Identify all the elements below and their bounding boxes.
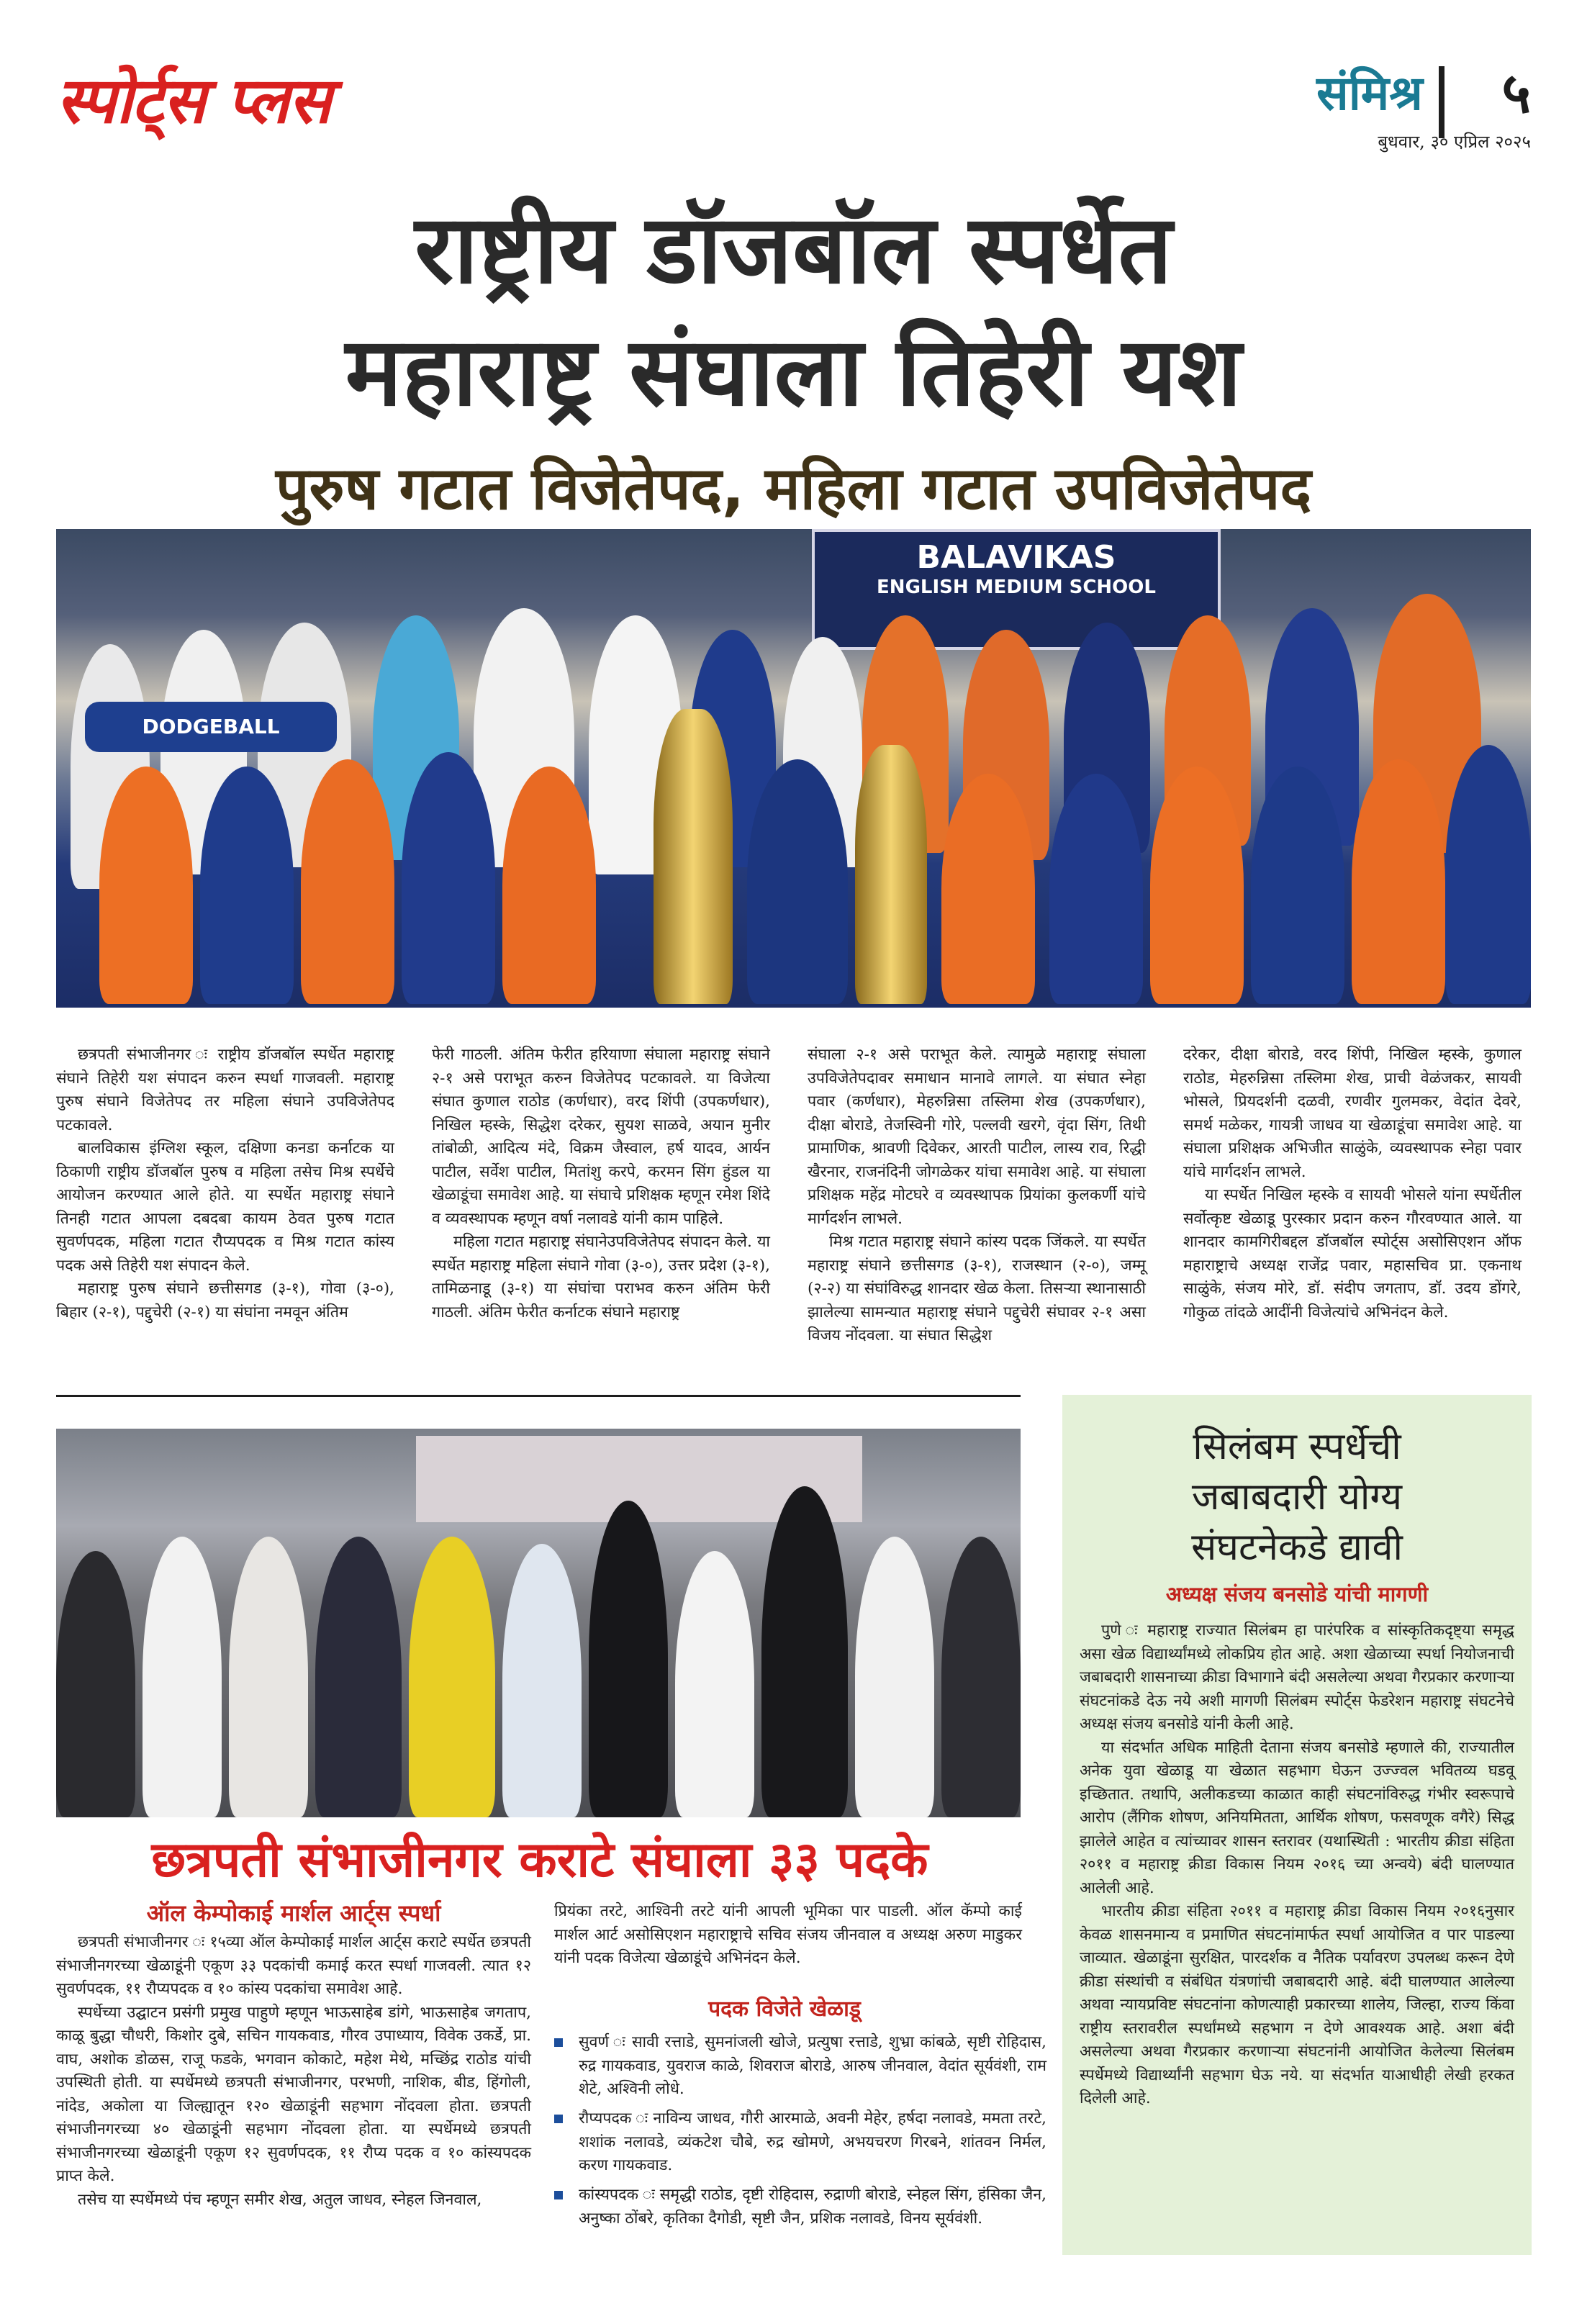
person-figure	[589, 1501, 668, 1817]
person-figure	[1251, 767, 1344, 1004]
silambam-title-line: सिलंबम स्पर्धेची	[1193, 1425, 1401, 1468]
person-figure	[1352, 759, 1445, 1004]
bullet-icon	[554, 2115, 563, 2123]
winners-gold	[554, 2031, 1046, 2102]
person-figure	[229, 1537, 308, 1817]
winners-silver	[554, 2107, 1046, 2178]
person-figure	[1049, 774, 1143, 1004]
winners-gold-text: सुवर्ण ः सावी रत्ताडे, सुमनांजली खोजे, प्रत्युषा रत्ताडे, शुभ्रा कांबळे, सृष्टी रोहिदास, रुद्र गायकवाड, युवराज काळे, शिवराज बोराडे, आरुष जीनवाल, वेदांत सूर्यवंशी, राम शेटे, अश्विनी लोधे.	[579, 2033, 1046, 2098]
masthead-right	[1229, 58, 1531, 152]
bullet-icon	[554, 2038, 563, 2047]
paragraph: फेरी गाठली. अंतिम फेरीत हरियाणा संघाला महाराष्ट्र संघाने २-१ असे पराभूत करुन विजेतेपद पटकावले. या विजेत्या संघात कुणाल राठोड (कर्णधार), वरद शिंपी (उपकर्णधार), निखिल म्हस्के, सिद्धेश दरेकर, सुयश साळवे, अयान मुनीर तांबोळी, आदित्य मंदे, विक्रम जैस्वाल, हर्ष यादव, आर्यन पाटील, सर्वेश पाटील, मितांशु करपे, करमन सिंग हुंडल या खेळाडूंचा समावेश आहे. या संघाचे प्रशिक्षक म्हणून रमेश शिंदे व व्यवस्थापक म्हणून वर्षा नलावडे यांनी काम पाहिले.	[432, 1046, 770, 1228]
silambam-title-line: संघटनेकडे द्यावी	[1191, 1526, 1403, 1569]
person-figure	[99, 767, 193, 1004]
lead-article-col-1	[56, 1044, 394, 1324]
dodgeball-placard: DODGEBALL	[85, 702, 337, 752]
winners-silver-text: रौप्यपदक ः नाविन्य जाधव, गौरी आरमाळे, अवनी मेहेर, हर्षदा नलावडे, ममता तरटे, शशांक नलावडे, व्यंकटेश चौबे, रुद्र खोमणे, अभयचरण गिरबने, शांतवन निर्मल, करण गायकवाड.	[579, 2110, 1046, 2174]
person-figure	[143, 1537, 222, 1817]
paragraph: स्पर्धेच्या उद्घाटन प्रसंगी प्रमुख पाहुणे म्हणून भाऊसाहेब डांगे, भाऊसाहेब जगताप, काळू बुद्धा चौधरी, किशोर दुबे, सचिन गायकवाड, गौरव उपाध्याय, विवेक उकर्डे, प्रा. वाघ, अशोक डोळस, राजू फडके, भगवान कोकाटे, महेश मेथे, मच्छिंद्र राठोड यांची उपस्थिती होती. या स्पर्धेमध्ये छत्रपती संभाजीनगर, परभणी, नाशिक, बीड, हिंगोली, नांदेड, अकोला या जिल्ह्यातून १२० खेळाडूंनी सहभाग नोंदवला होता. छत्रपती संभाजीनगरच्या ४० खेळाडूंनी सहभाग नोंदवला होता. या स्पर्धेमध्ये छत्रपती संभाजीनगरच्या खेळाडूंनी एकूण १२ सुवर्णपदक, ११ रौप्य पदक व १० कांस्यपदक प्राप्त केले.	[56, 2003, 531, 2185]
person-figure	[200, 767, 294, 1004]
issue-date: बुधवार, ३० एप्रिल २०२५	[1378, 132, 1531, 152]
paragraph: छत्रपती संभाजीनगर ः राष्ट्रीय डॉजबॉल स्पर्धेत महाराष्ट्र संघाने तिहेरी यश संपादन करुन स्पर्धा गाजवली. महाराष्ट्र पुरुष संघाने विजेतेपद तर महिला संघाने उपविजेतेपद पटकावले.	[56, 1046, 394, 1134]
paragraph: महिला गटात महाराष्ट्र संघानेउपविजेतेपद संपादन केले. या स्पर्धेत महाराष्ट्र महिला संघाने गोवा (३-०), उत्तर प्रदेश (३-१), तामिळनाडू (३-१) या संघांचा पराभव करुन अंतिम फेरी गाठली. अंतिम फेरीत कर्नाटक संघाने महाराष्ट्र	[432, 1233, 770, 1321]
page-number: ५	[1501, 61, 1531, 126]
paragraph: या स्पर्धेत निखिल म्हस्के व सायवी भोसले यांना स्पर्धेतील सर्वोत्कृष्ट खेळाडू पुरस्कार प्रदान करुन गौरवण्यात आले. या शानदार कामगिरीबद्दल डॉजबॉल स्पोर्ट्स असोसिएशन ऑफ महाराष्ट्राचे अध्यक्ष राजेंद्र पवार, महासचिव प्रा. एकनाथ साळुंके, संजय मोरे, डॉ. संदीप जगताप, डॉ. उदय डोंगरे, गोकुळ तांदळे आदींनी विजेत्यांचे अभिनंदन केले.	[1183, 1186, 1522, 1321]
silambam-article	[1080, 1619, 1514, 2111]
school-banner	[812, 529, 1221, 650]
paragraph: मिश्र गटात महाराष्ट्र संघाने कांस्य पदक जिंकले. या स्पर्धेत महाराष्ट्र संघाने छत्तीसगड (३-१), राजस्थान (२-०), जम्मू (२-२) या संघांविरुद्ध शानदार खेळ केला. तिसऱ्या स्थानासाठी झालेल्या सामन्यात महाराष्ट्र संघाने पद्दुचेरी संघावर २-१ असा विजय नोंदवला. या संघात सिद्धेश	[808, 1233, 1146, 1344]
bullet-icon	[554, 2191, 563, 2199]
person-figure	[502, 1544, 582, 1817]
team-photo	[56, 529, 1531, 1008]
paragraph: या संदर्भात अधिक माहिती देताना संजय बनसोडे म्हणाले की, राज्यातील अनेक युवा खेळाडू या खेळात सहभाग घेऊन उज्ज्वल भवितव्य घडवू इच्छितात. तथापि, अलीकडच्या काळात काही संघटनांविरुद्ध गंभीर स्वरूपाचे आरोप (लैंगिक शोषण, अनियमितता, आर्थिक शोषण, फसवणूक वगैरे) सिद्ध झालेले आहेत व त्यांच्यावर शासन स्तरावर (यथास्थिती : भारतीय क्रीडा संहिता २०११ व महाराष्ट्र क्रीडा विकास नियम २०१६ च्या अन्वये) बंदी घालण्यात आलेली आहे.	[1080, 1738, 1514, 1897]
paragraph: प्रियंका तरटे, आश्विनी तरटे यांनी आपली भूमिका पार पाडली. ऑल कॅम्पो काई मार्शल आर्ट असोसिएशन महाराष्ट्राचे सचिव संजय जीनवाल व अध्यक्ष अरुण माडुकर यांनी पदक विजेत्या खेळाडूंचे अभिनंदन केले.	[554, 1902, 1022, 1967]
silambam-title-line: जबाबदारी योग्य	[1191, 1475, 1403, 1519]
lead-article-col-4	[1183, 1044, 1522, 1324]
karate-photo	[56, 1429, 1021, 1817]
trophy-icon	[654, 709, 733, 1004]
banner-subtitle: ENGLISH MEDIUM SCHOOL	[877, 577, 1156, 598]
paragraph: बालविकास इंग्लिश स्कूल, दक्षिणा कनडा कर्नाटक या ठिकाणी राष्ट्रीय डॉजबॉल पुरुष व महिला तसेच मिश्र स्पर्धेचे आयोजन करण्यात आले होते. या स्पर्धेत महाराष्ट्र संघाने तिनही गटात आपला दबदबा कायम ठेवत पुरुष गटात सुवर्णपदक, महिला गटात रौप्यपदक व मिश्र गटात कांस्य पदक असे तिहेरी यश संपादन केले.	[56, 1139, 394, 1275]
winners-bronze-text: कांस्यपदक ः समृद्धी राठोड, दृष्टी रोहिदास, रुद्राणी बोराडे, स्नेहल सिंग, हंसिका जैन, अनुष्का ठोंबरे, कृतिका दैगोडी, सृष्टी जैन, प्रशिक नलावडे, विनय सूर्यवंशी.	[579, 2186, 1046, 2228]
paragraph: भारतीय क्रीडा संहिता २०११ व महाराष्ट्र क्रीडा विकास नियम २०१६नुसार केवळ शासनमान्य व प्रमाणित संघटनांमार्फत स्पर्धा आयोजित व पार पाडल्या जाव्यात. खेळाडूंना सुरक्षित, पारदर्शक व नैतिक पर्यावरण उपलब्ध करून देणे क्रीडा संस्थांची व संबंधित यंत्रणांची जबाबदारी आहे. बंदी घालण्यात आलेल्या अथवा न्यायप्रविष्ट संघटनांना कोणत्याही प्रकारच्या शालेय, जिल्हा, राज्य किंवा राष्ट्रीय स्तरावरील स्पर्धांमध्ये सहभाग न देणे आवश्यक आहे. अशा बंदी असलेल्या अथवा गैरप्रकार करणाऱ्या संघटनांनी आयोजित केलेल्या सिलंबम स्पर्धेमध्ये विद्यार्थ्यांनी सहभाग घेऊ नये. या संदर्भात याआधीही लेखी हरकत दिलेली आहे.	[1080, 1902, 1514, 2107]
paragraph: छत्रपती संभाजीनगर ः १५व्या ऑल केम्पोकाई मार्शल आर्ट्स कराटे स्पर्धेत छत्रपती संभाजीनगरच्या खेळाडूंनी एकूण ३३ पदकांची कमाई करत स्पर्धा गाजवली. त्यात १२ सुवर्णपदक, ११ रौप्यपदक व १० कांस्य पदकांचा समावेश आहे.	[56, 1933, 531, 1998]
brand-name: संमिश्र	[1316, 65, 1423, 121]
person-figure	[1150, 767, 1244, 1004]
person-figure	[855, 1537, 934, 1817]
paragraph: दरेकर, दीक्षा बोराडे, वरद शिंपी, निखिल म्हस्के, कुणाल राठोड, मेहरुन्निसा तस्लिमा शेख, प्राची वेळंजकर, सायवी भोसले, प्रियदर्शनी दळवी, रणवीर गुलमकर, वेदांत देवरे, समर्थ मळेकर, गायत्री जाधव या खेळाडूंचा समावेश आहे. या संघाला प्रशिक्षक अभिजीत साळुंके, व्यवस्थापक स्नेहा पवार यांचे मार्गदर्शन लाभले.	[1183, 1046, 1522, 1181]
brand-divider	[1439, 66, 1444, 138]
trophy-icon	[855, 745, 927, 1004]
section-divider	[56, 1395, 1021, 1397]
lead-article-col-2	[432, 1044, 770, 1324]
person-figure	[941, 774, 1035, 1004]
person-figure	[301, 759, 394, 1004]
lead-subheadline: पुरुष गटात विजेतेपद, महिला गटात उपविजेतेपद	[275, 455, 1312, 523]
person-figure	[675, 1551, 754, 1817]
person-figure	[56, 1551, 135, 1817]
paragraph: महाराष्ट्र पुरुष संघाने छत्तीसगड (३-१), गोवा (३-०), बिहार (२-१), पद्दुचेरी (२-१) या संघांना नमवून अंतिम	[56, 1280, 394, 1321]
karate-subheadline: ऑल केम्पोकाई मार्शल आर्ट्स स्पर्धा	[146, 1899, 441, 1927]
karate-article-right	[554, 1900, 1022, 1971]
person-figure	[941, 1537, 1021, 1817]
lead-headline-line2: महाराष्ट्र संघाला तिहेरी यश	[345, 317, 1242, 428]
person-figure	[315, 1537, 402, 1817]
person-figure	[1445, 745, 1531, 1004]
karate-headline: छत्रपती संभाजीनगर कराटे संघाला ३३ पदके	[151, 1832, 928, 1889]
paragraph: संघाला २-१ असे पराभूत केले. त्यामुळे महाराष्ट्र संघाला उपविजेतेपदावर समाधान मानावे लागले. या संघात स्नेहा पवार (कर्णधार), मेहरुन्निसा तस्लिमा शेख (उपकर्णधार), दीक्षा बोराडे, तेजस्विनी गोरे, पल्लवी खरगे, वृंदा सिंग, तिथी प्रामाणिक, श्रावणी दिवेकर, आरती पाटील, लास्य राव, रिद्धी खैरनार, राजनंदिनी जोगळेकर यांचा समावेश आहे. या संघाला प्रशिक्षक महेंद्र मोटघरे व व्यवस्थापक प्रियांका कुलकर्णी यांचे मार्गदर्शन लाभले.	[808, 1046, 1146, 1228]
silambam-subheadline: अध्यक्ष संजय बनसोडे यांची मागणी	[1165, 1582, 1429, 1606]
lead-article-col-3	[808, 1044, 1146, 1348]
person-figure	[502, 767, 596, 1004]
winners-title: पदक विजेते खेळाडू	[708, 1997, 861, 2022]
winners-bronze	[554, 2184, 1046, 2230]
paragraph: पुणे ः महाराष्ट्र राज्यात सिलंबम हा पारंपरिक व सांस्कृतिकदृष्ट्या समृद्ध असा खेळ विद्यार्थ्यांमध्ये लोकप्रिय होत आहे. अशा खेळाच्या स्पर्धा नियोजनाची जबाबदारी शासनाच्या क्रीडा विभागाने बंदी असलेल्या अथवा गैरप्रकार करणाऱ्या संघटनांकडे देऊ नये अशी मागणी सिलंबम स्पोर्ट्स फेडरेशन महाराष्ट्र संघटनेचे अध्यक्ष संजय बनसोडे यांनी केली आहे.	[1080, 1622, 1514, 1733]
person-figure	[761, 1486, 848, 1817]
banner-title: BALAVIKAS	[916, 539, 1116, 576]
karate-article-left	[56, 1931, 531, 2212]
lead-headline-line1: राष्ट्रीय डॉजबॉल स्पर्धेत	[415, 194, 1172, 305]
person-figure	[402, 752, 495, 1004]
person-figure	[409, 1537, 495, 1817]
person-figure	[747, 759, 848, 1004]
paragraph: तसेच या स्पर्धेमध्ये पंच म्हणून समीर शेख, अतुल जाधव, स्नेहल जिनवाल,	[78, 2190, 482, 2209]
silambam-title	[1062, 1421, 1532, 1573]
section-title: स्पोर्ट्स प्लस	[56, 63, 331, 137]
